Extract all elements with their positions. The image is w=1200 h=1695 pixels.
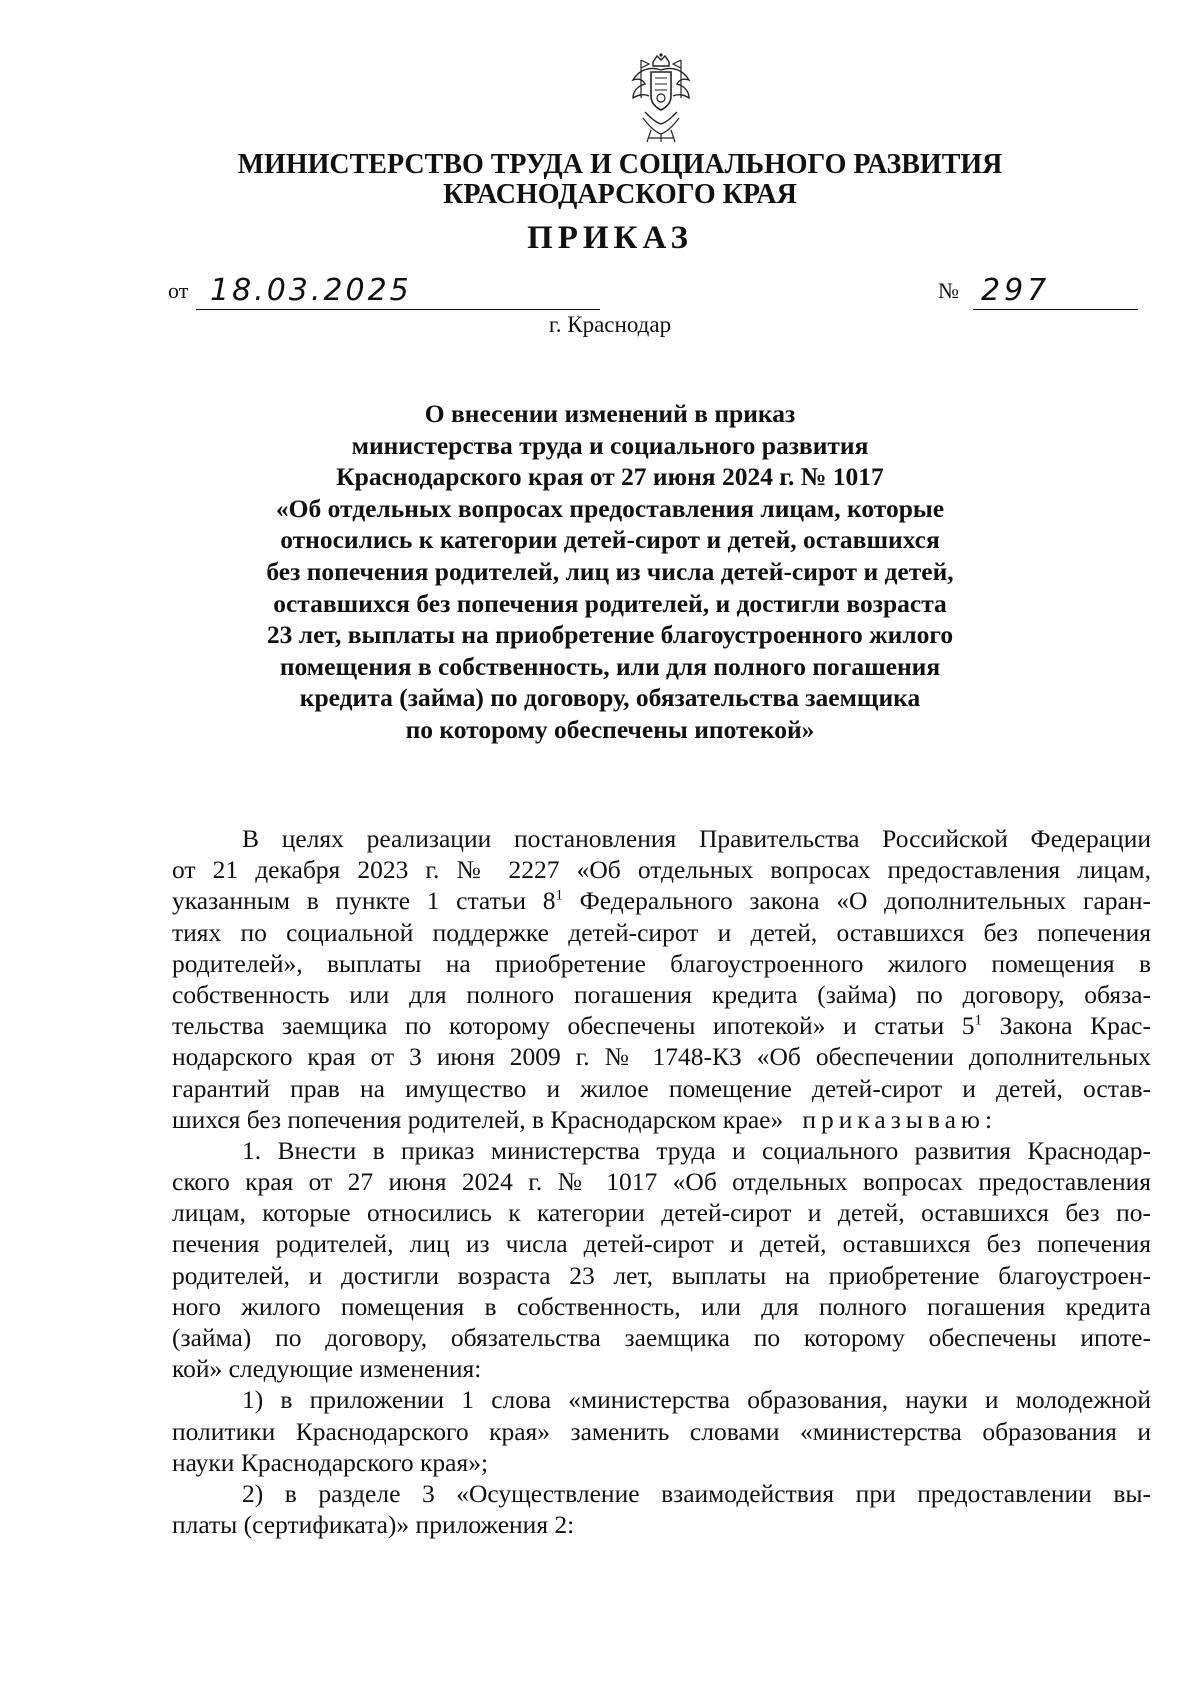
body-line-text: Закона Крас- — [982, 1011, 1151, 1041]
subject-line: относились к категории детей-сирот и детей, оставшихся — [280, 525, 940, 555]
body-line: лицам, которые относились к категории детей-сирот и детей, оставшихся без по- — [172, 1198, 1151, 1228]
order-subject-heading — [180, 398, 1040, 746]
body-line — [172, 1010, 1151, 1041]
subject-line: «Об отдельных вопросах предоставления лицам, которые — [275, 493, 945, 523]
subject-line: по которому обеспечены ипотекой» — [405, 714, 815, 744]
date-number-row — [168, 272, 1068, 312]
body-line: политики Краснодарского края» заменить словами «министерства образования и — [172, 1416, 1151, 1446]
body-line: гарантий прав на имущество и жилое помещение детей-сирот и детей, остав- — [172, 1073, 1151, 1103]
body-line: (займа) по договору, обязательства заемщика по которому обеспечены ипоте- — [172, 1323, 1151, 1352]
body-line: печения родителей, лиц из числа детей-сирот и детей, оставшихся без попечения — [172, 1229, 1151, 1259]
body-line: 2) в разделе 3 «Осуществление взаимодействия при предоставлении вы- — [242, 1478, 1151, 1508]
body-line-text: Федерального закона «О дополнительных гаран- — [562, 886, 1151, 916]
city-name: г. Краснодар — [548, 312, 672, 337]
body-line — [172, 1104, 1151, 1135]
handwritten-date: 18.03.2025 — [196, 273, 600, 310]
subject-line: Краснодарского края от 27 июня 2024 г. № 1017 — [336, 462, 884, 492]
ministry-name-line1: МИНИСТЕРСТВО ТРУДА И СОЦИАЛЬНОГО РАЗВИТИЯ — [237, 149, 1003, 180]
subject-line: кредита (займа) по договору, обязательства заемщика — [299, 683, 921, 713]
subject-line: О внесении изменений в приказ — [424, 399, 796, 428]
body-line: платы (сертификата)» приложения 2: — [172, 1510, 575, 1540]
handwritten-number: 297 — [973, 273, 1138, 310]
body-line: В целях реализации постановления Правительства Российской Федерации — [242, 824, 1151, 853]
body-line: кой» следующие изменения: — [172, 1354, 482, 1384]
subject-line: помещения в собственность, или для полного погашения — [279, 651, 941, 681]
body-line: тиях по социальной поддержке детей-сирот и детей, оставшихся без попечения — [172, 917, 1151, 947]
document-type-title: ПРИКАЗ — [527, 220, 693, 256]
body-line-text: указанным в пункте 1 статьи 8 — [172, 886, 556, 916]
body-line: науки Краснодарского края»; — [172, 1447, 489, 1477]
date-prefix: от — [168, 278, 189, 303]
order-body-text — [172, 823, 1151, 1540]
number-prefix: № — [938, 278, 959, 303]
body-line: собственность или для полного погашения кредита (займа) по договору, обяза- — [172, 979, 1151, 1009]
order-keyword: приказываю: — [802, 1104, 998, 1134]
body-line: ского края от 27 июня 2024 г. № 1017 «Об отдельных вопросах предоставления — [172, 1167, 1151, 1197]
body-line-text: тельства заемщика по которому обеспечены ипотекой» и статьи 5 — [172, 1011, 975, 1041]
subject-line: оставшихся без попечения родителей, и достигли возраста — [273, 588, 947, 618]
coat-of-arms-icon — [625, 52, 697, 144]
ministry-name-line2: КРАСНОДАРСКОГО КРАЯ — [443, 179, 797, 210]
body-line: родителей», выплаты на приобретение благоустроенного жилого помещения в — [172, 948, 1151, 978]
body-line: от 21 декабря 2023 г. № 2227 «Об отдельных вопросах предоставления лицам, — [172, 855, 1151, 885]
subject-line: 23 лет, выплаты на приобретение благоустроенного жилого — [266, 620, 954, 650]
subject-line: без попечения родителей, лиц из числа детей-сирот и детей, — [266, 556, 954, 586]
subject-line: министерства труда и социального развития — [351, 430, 869, 460]
body-line-text: шихся без попечения родителей, в Краснодарском крае» — [172, 1104, 784, 1134]
body-line — [172, 885, 1151, 916]
body-line: нодарского края от 3 июня 2009 г. № 1748-КЗ «Об обеспечении дополнительных — [172, 1042, 1151, 1072]
superscript: 1 — [555, 887, 563, 904]
superscript: 1 — [974, 1012, 982, 1029]
body-line: 1) в приложении 1 слова «министерства образования, науки и молодежной — [242, 1385, 1151, 1415]
body-line: родителей, и достигли возраста 23 лет, выплаты на приобретение благоустроен- — [172, 1260, 1151, 1290]
body-line: ного жилого помещения в собственность, или для полного погашения кредита — [172, 1291, 1151, 1321]
body-line: 1. Внести в приказ министерства труда и социального развития Краснодар- — [242, 1135, 1151, 1165]
